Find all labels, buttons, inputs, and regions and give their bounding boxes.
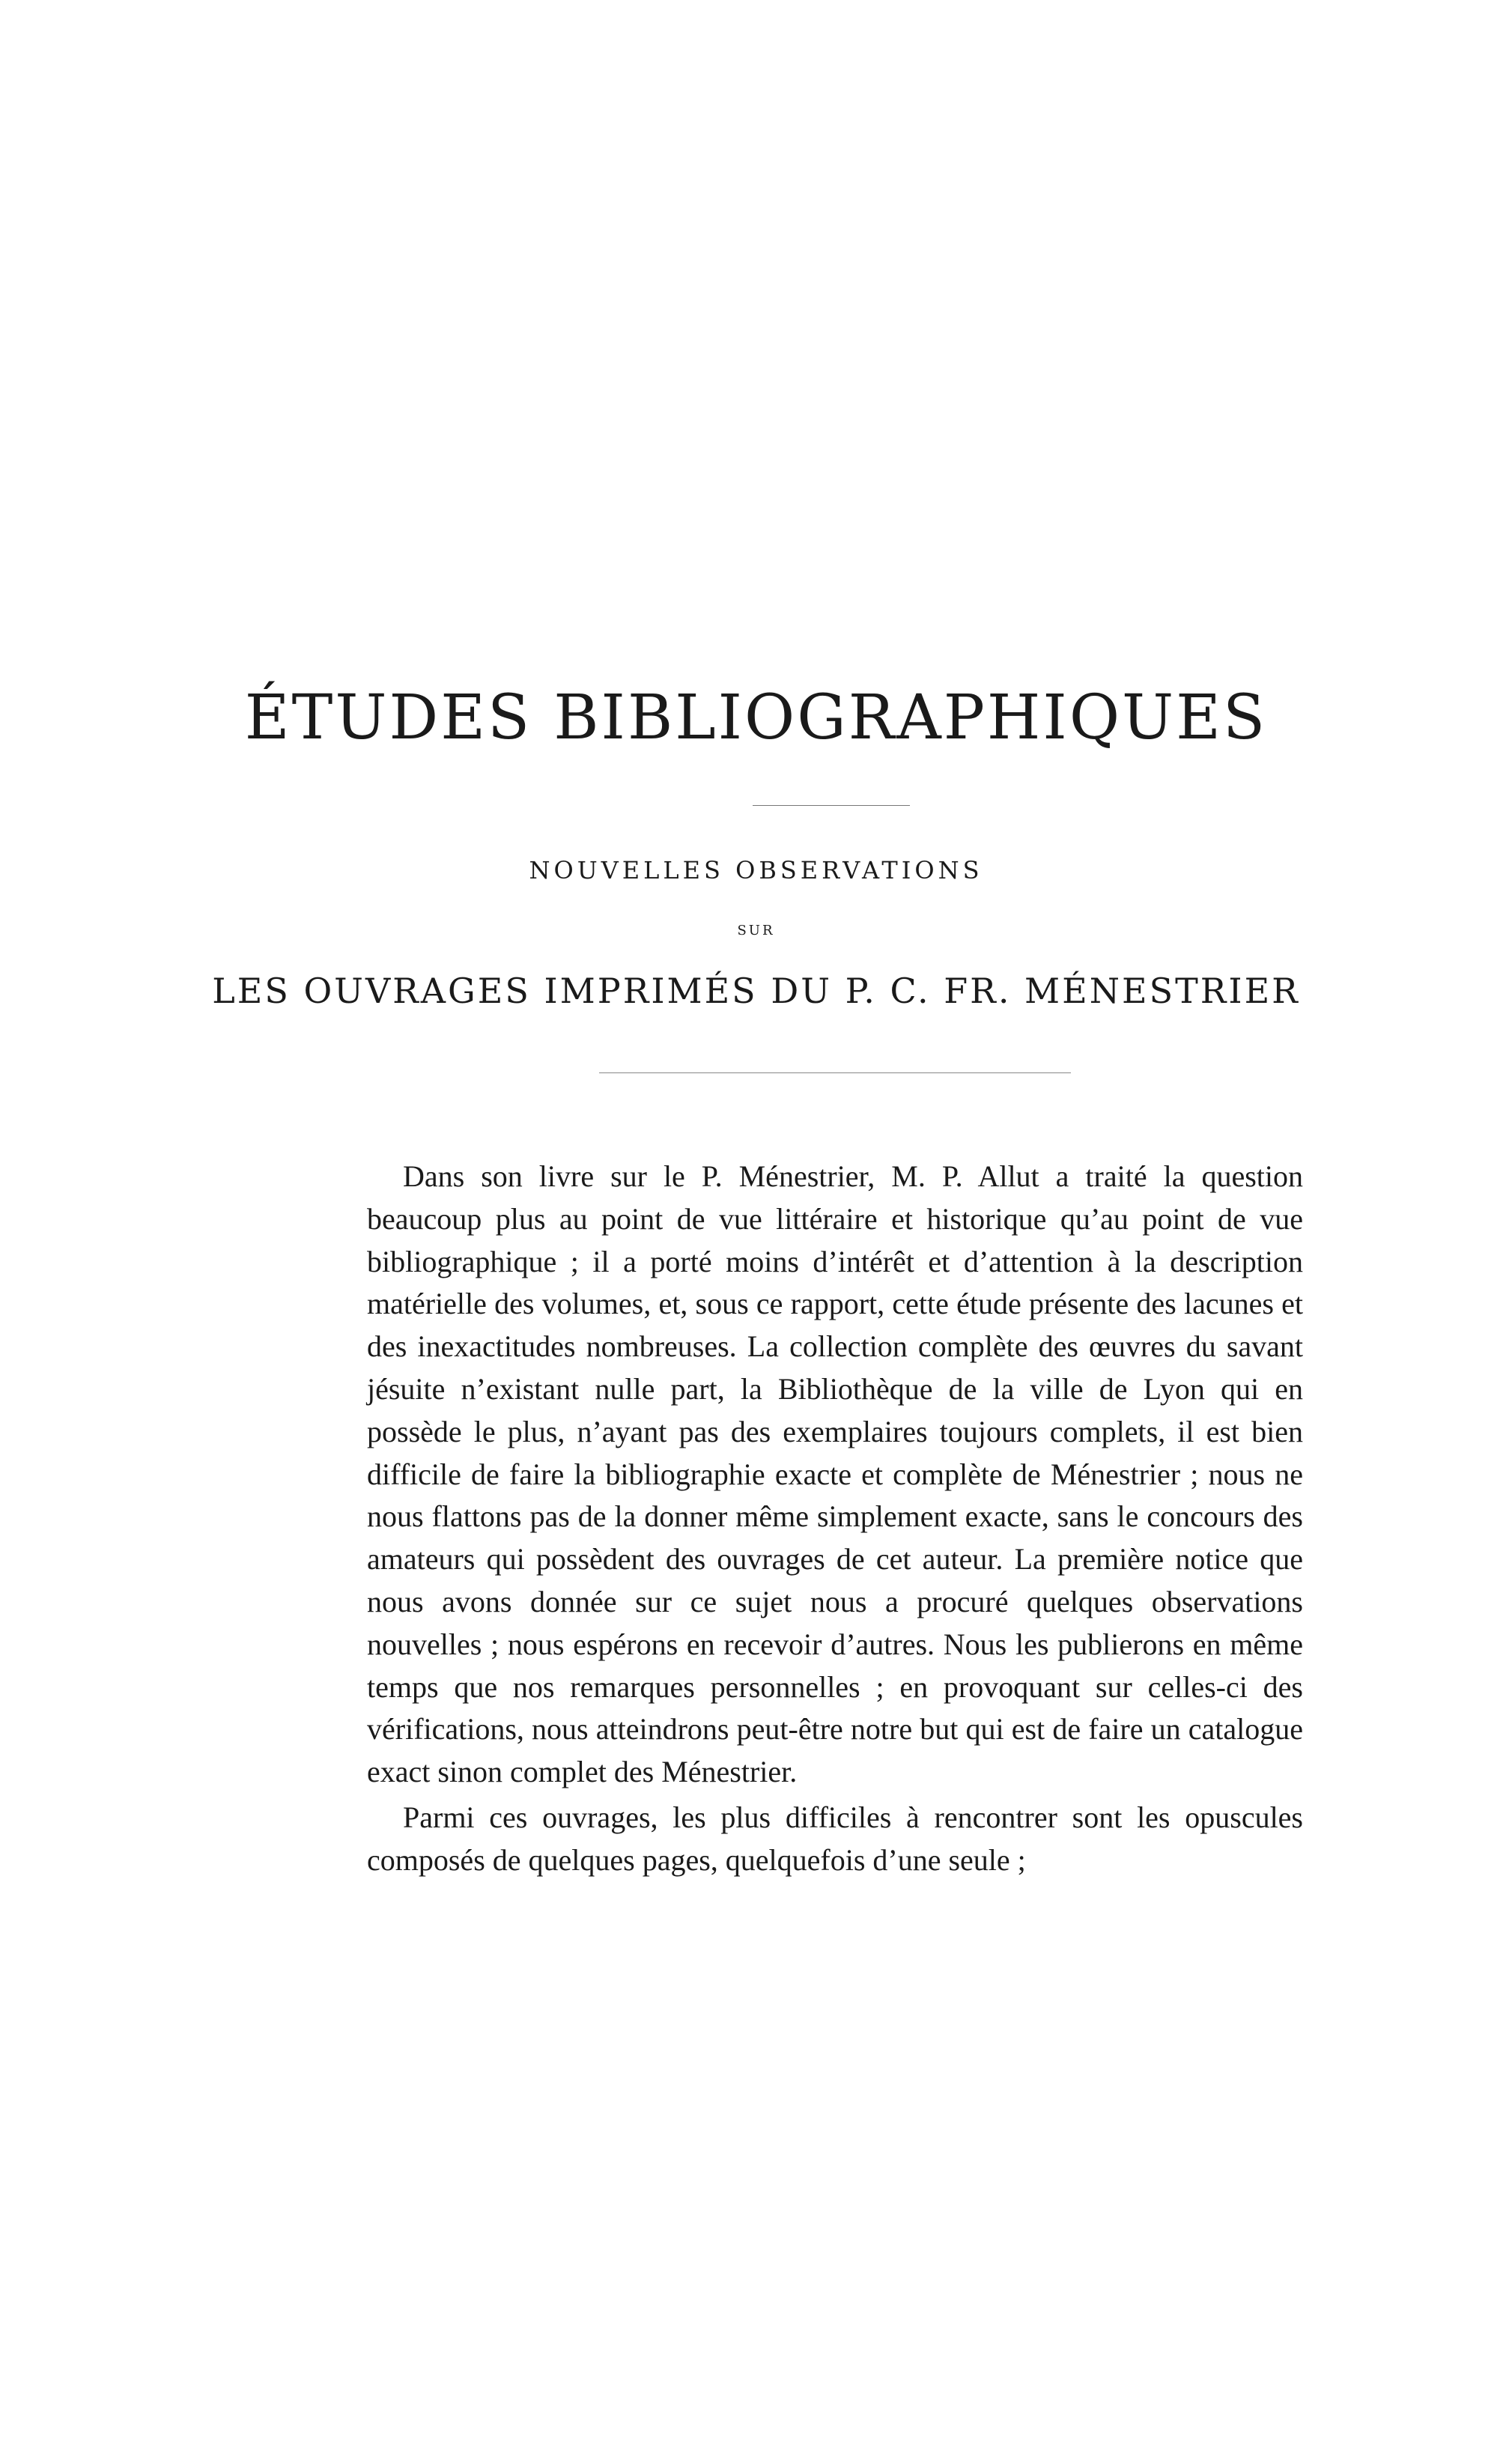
title-divider [753,805,910,806]
body-text [367,1156,1303,1882]
heading-divider [599,1072,1071,1073]
subtitle-connector: SUR [737,923,775,938]
section-heading: LES OUVRAGES IMPRIMÉS DU P. C. FR. MÉNESTRIER [212,971,1300,1011]
page-title: ÉTUDES BIBLIOGRAPHIQUES [244,682,1268,753]
subtitle: NOUVELLES OBSERVATIONS [529,856,983,884]
paragraph: Dans son livre sur le P. Ménestrier, M. P. Allut a traité la question beaucoup plus au point de vue littéraire et historique qu’au point de vue bibliographique ; il a porté moins d’intérêt et d’attention à la description matérielle des volumes, et, sous ce rapport, cette étude présente des lacunes et des inexactitudes nombreuses. La collection complète des œuvres du savant jésuite n’existant nulle part, la Bibliothèque de la ville de Lyon qui en possède le plus, n’ayant pas des exemplaires toujours complets, il est bien difficile de faire la bibliographie exacte et complète de Ménestrier ; nous ne nous flattons pas de la donner même simplement exacte, sans le concours des amateurs qui possèdent des ouvrages de cet auteur. La première notice que nous avons donnée sur ce sujet nous a procuré quelques observations nouvelles ; nous espérons en recevoir d’autres. Nous les publierons en même temps que nos remarques personnelles ; en provoquant sur celles-ci des vérifications, nous atteindrons peut-être notre but qui est de faire un catalogue exact sinon complet des Ménestrier. [367,1159,1303,1789]
paragraph: Parmi ces ouvrages, les plus difficiles à rencontrer sont les opuscules composés de quelques pages, quelquefois d’une seule ; [367,1800,1303,1877]
